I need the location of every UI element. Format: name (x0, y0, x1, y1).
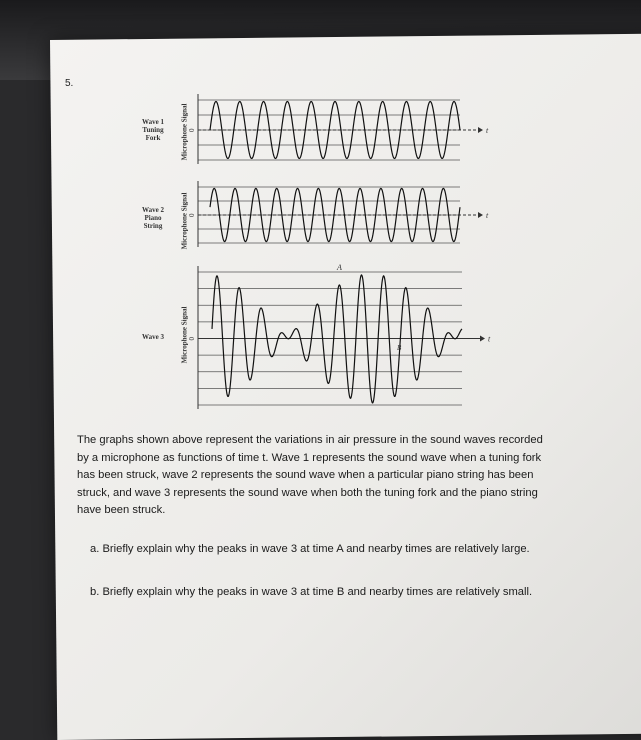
wave-2-label-line3: String (143, 222, 163, 230)
wave-1-axis-label: Microphone Signal (180, 103, 189, 161)
zero-label: 0 (188, 337, 196, 341)
wave-2-graph (188, 181, 489, 247)
t-label: t (486, 211, 489, 220)
wave-2-label-line1: Wave 2 (142, 206, 164, 214)
wave-3-graph (188, 263, 491, 409)
wave-1-label-line3: Fork (145, 134, 161, 142)
zero-label: 0 (188, 213, 196, 217)
marker-b-label: B (397, 344, 402, 352)
time-axis-arrow (478, 212, 483, 218)
wave-1-label-line2: Tuning (142, 126, 164, 134)
part-b-question: b. Briefly explain why the peaks in wave 3 at time B and nearby times are relatively small. (90, 586, 533, 598)
wave-2-axis-label: Microphone Signal (180, 192, 189, 250)
wave-1-label-line1: Wave 1 (142, 118, 164, 126)
wave-3-label-line1: Wave 3 (142, 333, 164, 341)
t-label: t (486, 126, 489, 135)
time-axis-arrow (480, 336, 485, 342)
zero-label: 0 (188, 128, 196, 132)
problem-paragraph: The graphs shown above represent the variations in air pressure in the sound waves recorded by a microphone as functions of time t. Wave 1 represents the sound wave when a tuning fork has been struck, wave 2 represents the sound wave when a particular piano string has been struck, and wave 3 represents the sound wave when both the tuning fork and the piano string have been struck. (77, 434, 543, 516)
wave-3-axis-label: Microphone Signal (180, 306, 189, 364)
wave-1-graph (188, 94, 489, 164)
time-axis-arrow (478, 127, 483, 133)
part-a-question: a. Briefly explain why the peaks in wave 3 at time A and nearby times are relatively large. (90, 543, 530, 555)
wave-2-label-line2: Piano (144, 214, 162, 222)
question-number: 5. (65, 78, 74, 89)
t-label: t (488, 334, 491, 344)
marker-a-label: A (337, 263, 342, 272)
